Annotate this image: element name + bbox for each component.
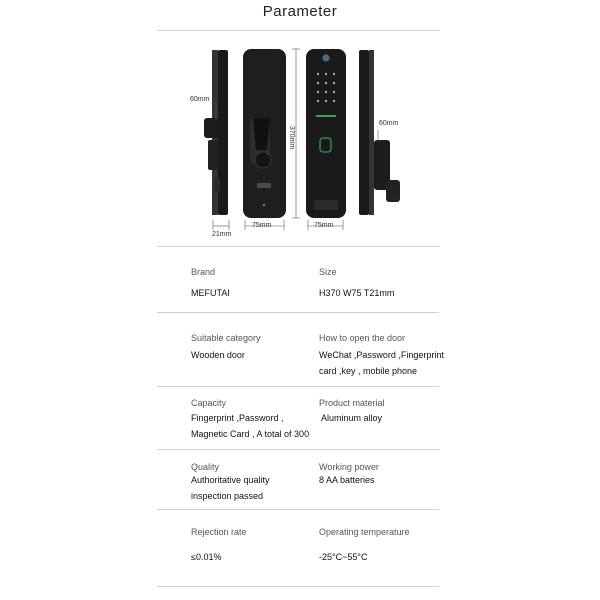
page-title: Parameter (262, 3, 338, 20)
spec-label-brand: Brand (191, 267, 216, 277)
spec-value-category: Wooden door (191, 350, 245, 360)
dim-width-front: 75mm (314, 222, 334, 229)
dim-width-back: 75mm (252, 222, 272, 229)
spec-label-category: Suitable category (191, 333, 261, 343)
spec-value-quality: Authoritative quality inspection passed (191, 475, 270, 501)
dimension-lines (213, 49, 378, 230)
diagram-divider (157, 246, 439, 247)
dim-left-depth: 60mm (190, 96, 210, 103)
lock-back-view (243, 49, 286, 218)
spec-value-rejection-rate: ≤0.01% (191, 552, 222, 562)
row-divider (157, 509, 439, 510)
spec-value-brand: MEFUTAI (191, 288, 230, 298)
spec-label-quality: Quality (191, 462, 220, 472)
row-divider (157, 386, 439, 387)
spec-value-power: 8 AA batteries (319, 475, 375, 485)
spec-label-capacity: Capacity (191, 398, 227, 408)
spec-label-open-method: How to open the door (319, 333, 406, 343)
spec-label-material: Product material (319, 398, 385, 408)
bottom-divider (157, 586, 439, 587)
lock-diagram (0, 0, 600, 250)
spec-value-open-method: WeChat ,Password ,Fingerprint card ,key , mobile phone (319, 350, 444, 376)
spec-label-power: Working power (319, 462, 379, 472)
dim-right-depth: 60mm (379, 120, 399, 127)
spec-value-size: H370 W75 T21mm (319, 288, 395, 298)
spec-value-temperature: -25°C~55°C (319, 552, 368, 562)
row-divider (157, 449, 439, 450)
spec-label-rejection-rate: Rejection rate (191, 527, 247, 537)
dim-thickness: 21mm (212, 231, 232, 238)
lock-side-view-left (204, 50, 228, 215)
spec-label-temperature: Operating temperature (319, 527, 410, 537)
spec-value-material: Aluminum alloy (321, 413, 383, 423)
spec-label-size: Size (319, 267, 337, 277)
dim-height: 370mm (288, 125, 296, 150)
lock-side-view-right (359, 50, 400, 215)
row-divider (157, 312, 439, 313)
spec-value-capacity: Fingerprint ,Password , Magnetic Card , A total of 300 (191, 413, 310, 439)
lock-front-view (306, 49, 346, 218)
